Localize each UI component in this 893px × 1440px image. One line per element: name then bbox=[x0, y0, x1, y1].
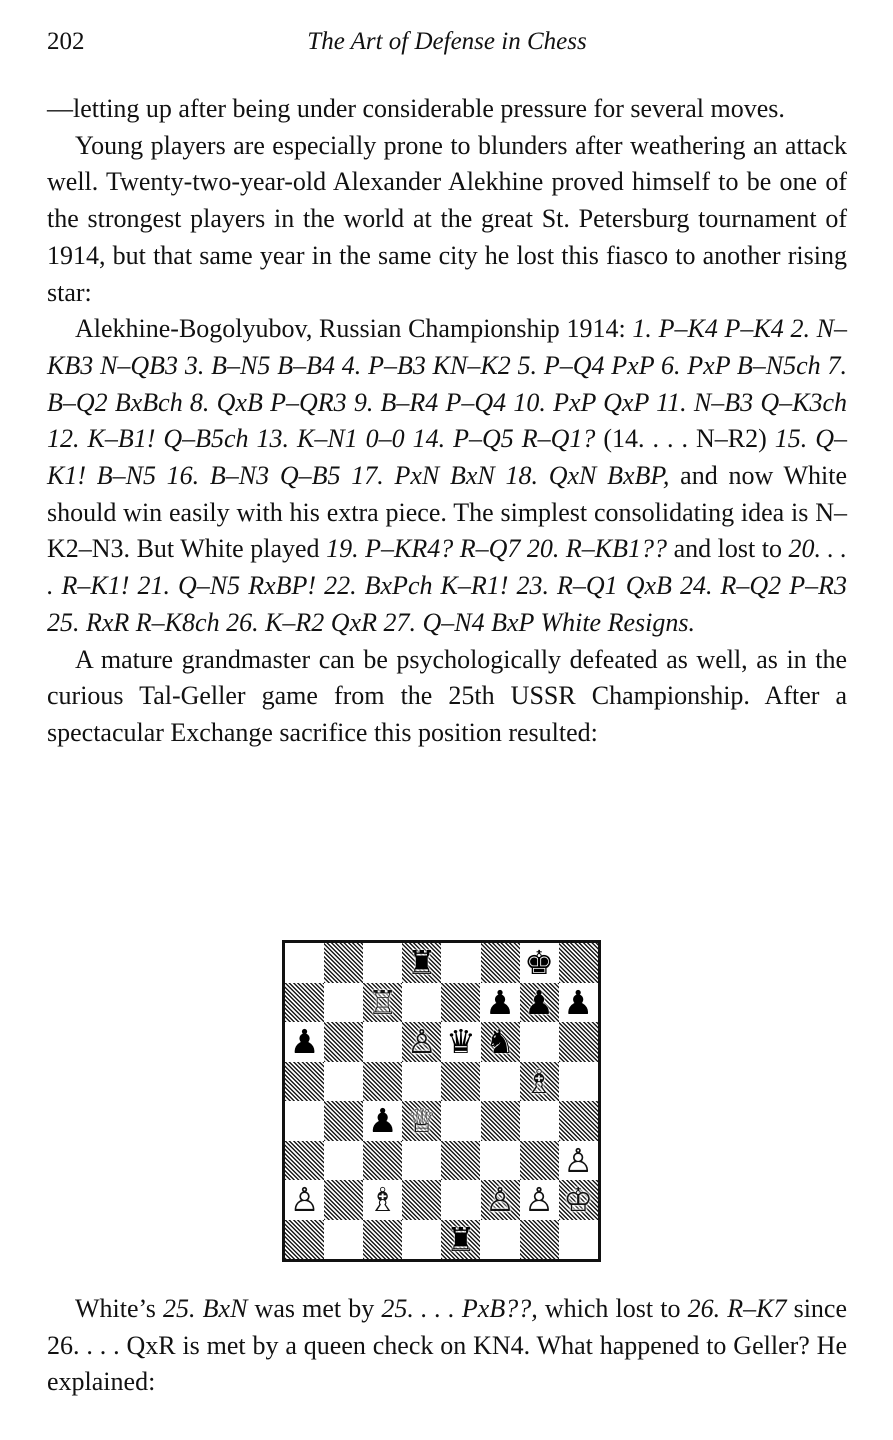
black-queen-icon: ♛ bbox=[446, 1022, 476, 1062]
square-d7 bbox=[402, 983, 441, 1023]
square-b3 bbox=[324, 1141, 363, 1181]
square-f5 bbox=[481, 1062, 520, 1102]
square-h7 bbox=[559, 983, 598, 1023]
body-text-bottom bbox=[47, 1291, 847, 1401]
paragraph bbox=[47, 1291, 847, 1401]
square-c3 bbox=[363, 1141, 402, 1181]
square-a5 bbox=[285, 1062, 324, 1102]
square-c4 bbox=[363, 1101, 402, 1141]
square-d8 bbox=[402, 943, 441, 983]
square-c2 bbox=[363, 1180, 402, 1220]
square-d5 bbox=[402, 1062, 441, 1102]
white-king-icon: ♔ bbox=[563, 1180, 593, 1220]
white-pawn-icon: ♙ bbox=[407, 1022, 437, 1062]
square-c5 bbox=[363, 1062, 402, 1102]
paragraph bbox=[47, 91, 847, 128]
text-run: White’s bbox=[75, 1294, 164, 1323]
square-d6 bbox=[402, 1022, 441, 1062]
chess-diagram bbox=[282, 940, 601, 1262]
black-pawn-icon: ♟ bbox=[289, 1022, 320, 1062]
square-h5 bbox=[559, 1062, 598, 1102]
black-king-icon: ♚ bbox=[524, 943, 554, 983]
square-f4 bbox=[481, 1101, 520, 1141]
text-run: and now White should win easily with his extra piece. The simplest consolidating idea is N–K2–N3. But White played bbox=[47, 461, 848, 564]
text-run: was met by bbox=[247, 1294, 382, 1323]
square-f6 bbox=[481, 1022, 520, 1062]
square-d1 bbox=[402, 1220, 441, 1260]
square-f2 bbox=[481, 1180, 520, 1220]
square-g1 bbox=[520, 1220, 559, 1260]
square-b6 bbox=[324, 1022, 363, 1062]
square-f1 bbox=[481, 1220, 520, 1260]
square-c1 bbox=[363, 1220, 402, 1260]
square-e6 bbox=[441, 1022, 480, 1062]
square-b7 bbox=[324, 983, 363, 1023]
square-h8 bbox=[559, 943, 598, 983]
square-g4 bbox=[520, 1101, 559, 1141]
white-pawn-icon: ♙ bbox=[524, 1180, 554, 1220]
white-pawn-icon: ♙ bbox=[289, 1180, 320, 1220]
square-b2 bbox=[324, 1180, 363, 1220]
square-h4 bbox=[559, 1101, 598, 1141]
white-pawn-icon: ♙ bbox=[485, 1180, 515, 1220]
white-bishop-icon: ♗ bbox=[524, 1061, 554, 1101]
text-run: which lost to bbox=[537, 1294, 688, 1323]
square-f7 bbox=[481, 983, 520, 1023]
square-e8 bbox=[441, 943, 480, 983]
square-f8 bbox=[481, 943, 520, 983]
black-pawn-icon: ♟ bbox=[485, 982, 515, 1022]
square-d3 bbox=[402, 1141, 441, 1181]
square-a1 bbox=[285, 1220, 324, 1260]
square-e5 bbox=[441, 1062, 480, 1102]
text-run: —letting up after being under considerable pressure for several moves. bbox=[47, 94, 785, 123]
white-bishop-icon: ♗ bbox=[367, 1180, 398, 1220]
white-queen-icon: ♕ bbox=[407, 1101, 437, 1141]
square-b5 bbox=[324, 1062, 363, 1102]
square-c7 bbox=[363, 983, 402, 1023]
black-knight-icon: ♞ bbox=[485, 1022, 515, 1062]
text-run: A mature grandmaster can be psychologically defeated as well, as in the curious Tal-Geller game from the 25th USSR Championship. After a spectacular Exchange sacrifice this position resulted: bbox=[47, 644, 847, 747]
move-notation: 19. P–KR4? R–Q7 20. R–KB1?? bbox=[326, 534, 668, 564]
square-g6 bbox=[520, 1022, 559, 1062]
square-g8 bbox=[520, 943, 559, 983]
text-run: Young players are especially prone to blunders after weathering an attack well. Twenty-two-year-old Alexander Alekhine proved himself to be one of the strongest players in the world at the great St. Petersburg tournament of 1914, but that same year in the same city he lost this fiasco to another rising star: bbox=[47, 130, 847, 307]
square-d2 bbox=[402, 1180, 441, 1220]
text-run: since 26. . . . QxR is met by a queen check on KN4. What happened to Geller? He explained: bbox=[47, 1294, 848, 1397]
square-e4 bbox=[441, 1101, 480, 1141]
move-notation: 26. R–K7 bbox=[687, 1294, 787, 1323]
page-number: 202 bbox=[47, 28, 85, 55]
square-e7 bbox=[441, 983, 480, 1023]
move-notation: 20. . . . R–K1! 21. Q–N5 RxBP! 22. BxPch K–R1! 23. R–Q1 QxB 24. R–Q2 P–R3 25. RxR R–K8ch 26. K–R2 QxR 27. Q–N4 BxP White Resigns. bbox=[47, 534, 848, 637]
square-g3 bbox=[520, 1141, 559, 1181]
black-pawn-icon: ♟ bbox=[563, 982, 593, 1022]
move-notation: 1. P–K4 P–K4 2. N–KB3 N–QB3 3. B–N5 B–B4 4. P–B3 KN–K2 5. P–Q4 PxP 6. PxP B–N5ch 7. B–Q2 BxBch 8. QxB P–QR3 9. B–R4 P–Q4 10. PxP QxP 11. N–B3 Q–K3ch 12. K–B1! Q–B5ch 13. K–N1 0–0 14. P–Q5 R–Q1? bbox=[47, 314, 847, 454]
move-notation: 15. Q–K1! B–N5 16. B–N3 Q–B5 17. PxN BxN 18. QxN BxBP, bbox=[47, 424, 847, 491]
text-run: Alekhine-Bogolyubov, Russian Championship 1914: bbox=[75, 314, 633, 344]
square-b8 bbox=[324, 943, 363, 983]
square-e2 bbox=[441, 1180, 480, 1220]
black-rook-icon: ♜ bbox=[407, 943, 437, 983]
running-title: The Art of Defense in Chess bbox=[307, 28, 587, 55]
square-h1 bbox=[559, 1220, 598, 1260]
square-a2 bbox=[285, 1180, 324, 1220]
square-b1 bbox=[324, 1220, 363, 1260]
square-c6 bbox=[363, 1022, 402, 1062]
square-h6 bbox=[559, 1022, 598, 1062]
paragraph bbox=[47, 642, 847, 752]
paragraph bbox=[47, 128, 847, 312]
page-header bbox=[47, 28, 847, 68]
square-a8 bbox=[285, 943, 324, 983]
square-b4 bbox=[324, 1101, 363, 1141]
paragraph bbox=[47, 311, 847, 641]
square-a7 bbox=[285, 983, 324, 1023]
white-rook-icon: ♖ bbox=[367, 982, 398, 1022]
square-g7 bbox=[520, 983, 559, 1023]
square-e1 bbox=[441, 1220, 480, 1260]
black-pawn-icon: ♟ bbox=[367, 1101, 398, 1141]
square-c8 bbox=[363, 943, 402, 983]
square-h2 bbox=[559, 1180, 598, 1220]
square-f3 bbox=[481, 1141, 520, 1181]
white-pawn-icon: ♙ bbox=[563, 1140, 593, 1180]
square-h3 bbox=[559, 1141, 598, 1181]
black-rook-icon: ♜ bbox=[446, 1219, 476, 1259]
square-e3 bbox=[441, 1141, 480, 1181]
square-a6 bbox=[285, 1022, 324, 1062]
text-run: and lost to bbox=[667, 534, 789, 564]
black-pawn-icon: ♟ bbox=[524, 982, 554, 1022]
move-notation: 25. . . . PxB??, bbox=[381, 1294, 538, 1323]
square-d4 bbox=[402, 1101, 441, 1141]
square-g5 bbox=[520, 1062, 559, 1102]
text-run: (14. . . . N–R2) bbox=[595, 424, 775, 454]
body-text-top bbox=[47, 91, 847, 752]
square-g2 bbox=[520, 1180, 559, 1220]
move-notation: 25. BxN bbox=[163, 1294, 248, 1323]
square-a4 bbox=[285, 1101, 324, 1141]
square-a3 bbox=[285, 1141, 324, 1181]
